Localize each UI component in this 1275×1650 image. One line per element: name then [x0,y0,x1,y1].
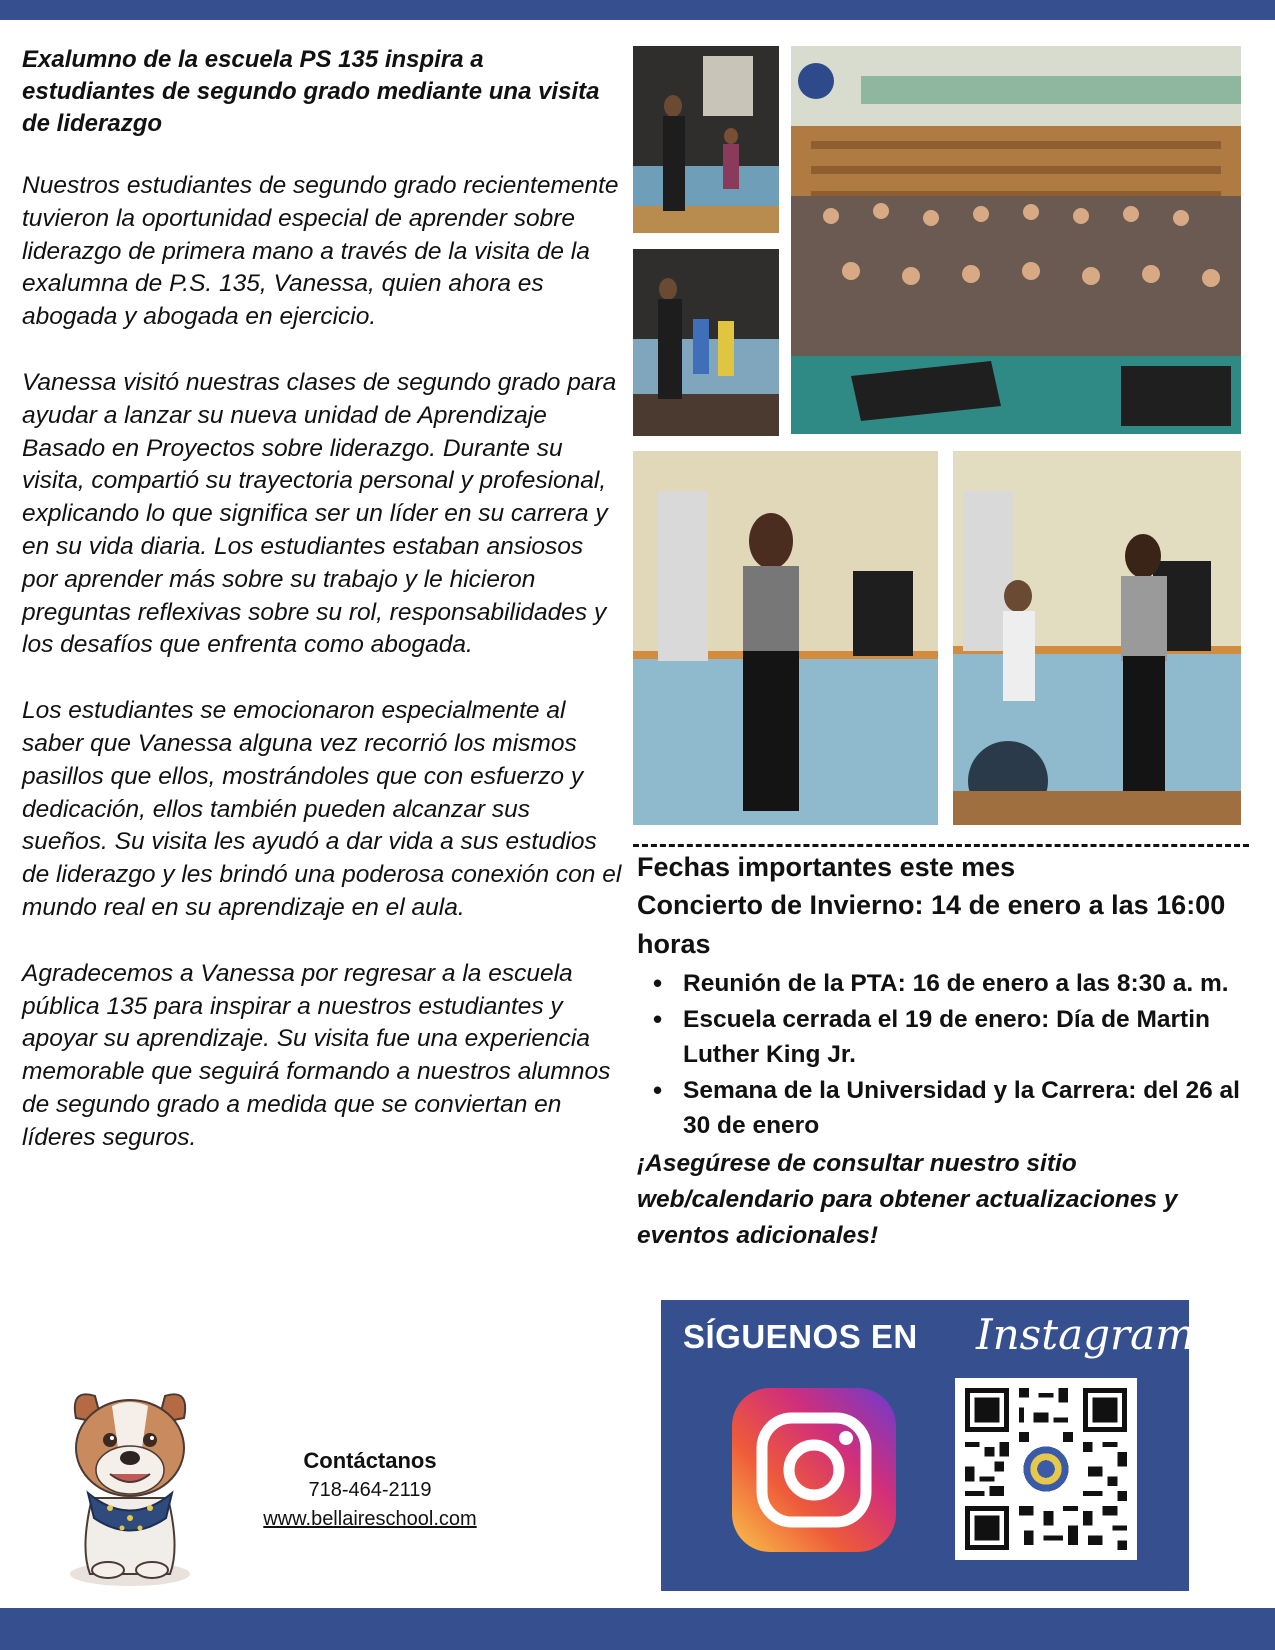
photo-student-speaking [953,451,1241,825]
photo-speaker-with-students [633,249,779,436]
photo-auditorium-group [791,46,1241,434]
important-dates [637,848,1247,1254]
instagram-logo-icon[interactable] [732,1388,896,1552]
photo-speaker-with-student [633,46,779,233]
instagram-follow-box [661,1300,1195,1591]
event-item: • Semana de la Universidad y la Carrera: del 26 al 30 de enero [683,1073,1247,1144]
qr-code[interactable] [955,1378,1137,1560]
contact-title: Contáctanos [303,1448,437,1473]
bottom-banner-bar [0,1608,1275,1650]
contact-website-link[interactable]: www.bellaireschool.com [263,1508,477,1530]
event-item: • Reunión de la PTA: 16 de enero a las 8:30 a. m. [683,966,1247,1002]
article [22,44,622,1188]
event-concert: Concierto de Invierno: 14 de enero a las 16:00 horas [637,890,1226,959]
section-divider [633,844,1249,847]
events-heading: Fechas importantes este mes [637,852,1016,882]
bulldog-mascot-illustration [50,1378,210,1590]
top-banner-bar [0,0,1275,20]
event-item: • Escuela cerrada el 19 de enero: Día de Martin Luther King Jr. [683,1002,1247,1073]
article-paragraph: Nuestros estudiantes de segundo grado recientemente tuvieron la oportunidad especial de aprender sobre liderazgo de primera mano a través de la visita de la exalumna de P.S. 135, Vanessa, quien ahora es abogada y abogada en ejercicio. [22,172,619,331]
article-paragraph: Los estudiantes se emocionaron especialmente al saber que Vanessa alguna vez recorrió los mismos pasillos que ellos, mostrándoles que con esfuerzo y dedicación, ellos también pueden alcanzar sus sueños. Su visita les ayudó a dar vida a sus estudios de liderazgo y les brindó una poderosa conexión con el mundo real en su aprendizaje en el aula. [22,697,622,921]
events-note: ¡Asegúrese de consultar nuestro sitio web/calendario para obtener actualizaciones y eventos adicionales! [637,1149,1178,1249]
contact-phone[interactable]: 718-464-2119 [308,1479,432,1501]
instagram-follow-label: SÍGUENOS EN [683,1318,918,1355]
article-paragraph: Agradecemos a Vanessa por regresar a la escuela pública 135 para inspirar a nuestros estudiantes y apoyar su aprendizaje. Su visita fue una experiencia memorable que seguirá formando a nuestros alumnos de segundo grado a medida que se conviertan en líderes seguros. [22,959,611,1151]
contact-info [220,1446,520,1534]
instagram-brand-text: Instagram [976,1310,1195,1359]
article-paragraph: Vanessa visitó nuestras clases de segundo grado para ayudar a lanzar su nueva unidad de Aprendizaje Basado en Proyectos sobre liderazgo. Durante su visita, compartió su trayectoria personal y profesional, explicando lo que significa ser un líder en su carrera y en su vida diaria. Los estudiantes estaban ansiosos por aprender más sobre su trabajo y le hicieron preguntas reflexivas sobre su rol, responsabilidades y los desafíos que enfrenta como abogada. [22,368,617,659]
photo-speaker-microphone [633,451,938,825]
article-title: Exalumno de la escuela PS 135 inspira a estudiantes de segundo grado mediante una visita de liderazgo [22,46,600,137]
events-list [637,966,1247,1144]
